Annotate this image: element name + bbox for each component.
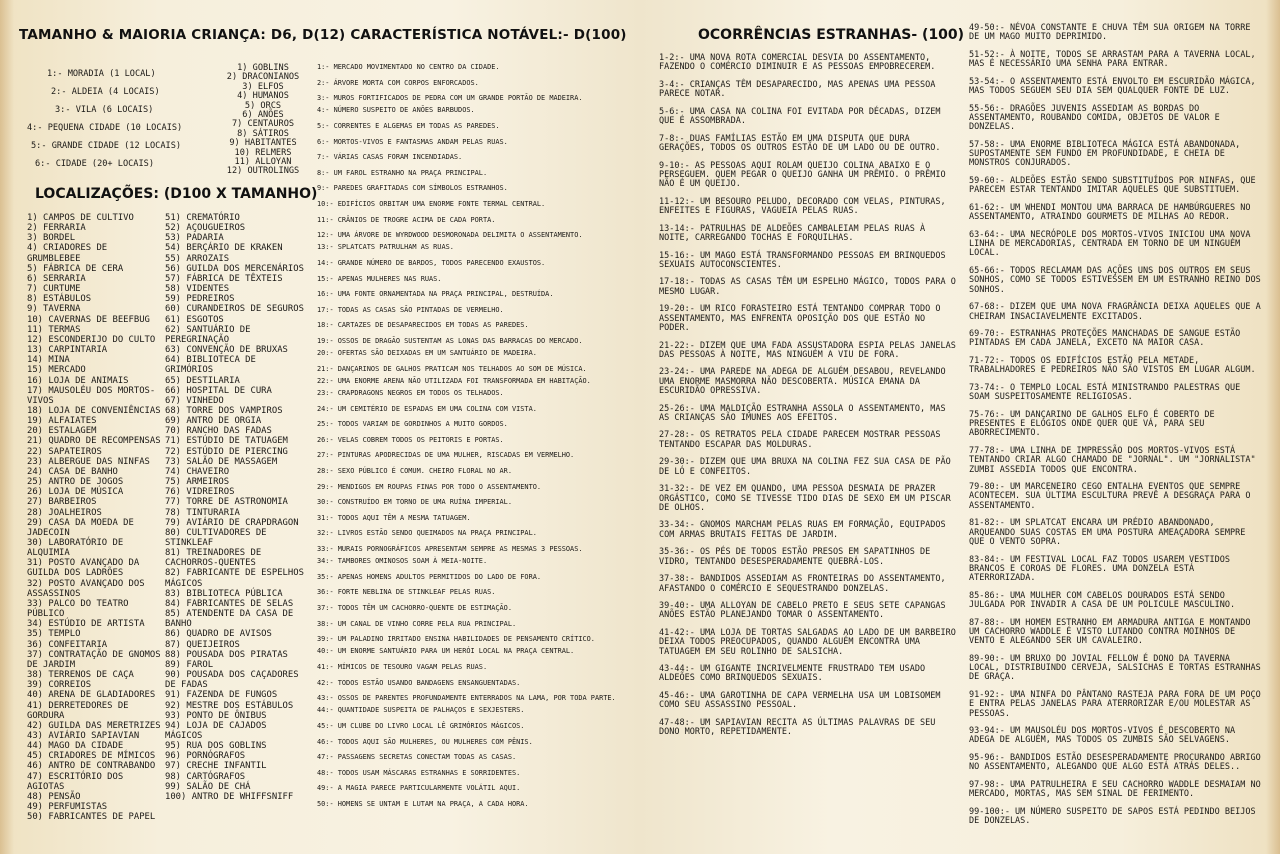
location-item: 27) BARBEIROS (27, 497, 97, 508)
majority-item: 2) DRACONIANOS (226, 72, 300, 83)
location-item: 85) ATENDENTE DA CASA DE BANHO (165, 609, 294, 630)
location-item: 66) HOSPITAL DE CURA (165, 385, 272, 396)
location-item: 51) CREMATÓRIO (165, 213, 240, 223)
location-item: 16) LOJA DE ANIMAIS (27, 375, 129, 386)
feature-item: 31:- TODOS AQUI TÊM A MESMA TATUAGEM. (317, 513, 471, 522)
majority-item: 6) ANÕES (242, 110, 284, 121)
location-item: 15) MERCADO (27, 365, 86, 376)
majority-item: 10) RELMERS (234, 147, 292, 158)
location-item: 82) FABRICANTE DE ESPELHOS MÁGICOS (165, 568, 304, 589)
feature-item: 33:- MURAIS PORNOGRÁFICOS APRESENTAM SEMPRE AS MESMAS 3 PESSOAS. (317, 545, 583, 554)
occurrence-item: 71-72:- TODOS OS EDIFÍCIOS ESTÃO PELA METADE, TRABALHADORES E PEDREIROS NÃO SÃO VISTOS EM LUGAR ALGUM. (969, 355, 1256, 376)
majority-item: 9) HABITANTES (229, 138, 297, 149)
settlement-size-item: 2:- ALDEIA (4 LOCAIS) (51, 87, 160, 97)
location-item: 65) DESTILARIA (165, 375, 240, 386)
occurrence-item: 97-98:- UMA PATRULHEIRA E SEU CACHORRO WADDLE DESMAIAM NO MERCADO, MORTAS, MAS SEM SINAL DE FERIMENTO. (969, 779, 1261, 800)
occurrence-item: 93-94:- UM MAUSOLÉU DOS MORTOS-VIVOS É DESCOBERTO NA ADEGA DE ALGUÉM, MAS TODOS OS ZUMBIS SÃO SELVAGENS. (969, 726, 1236, 746)
feature-item: 28:- SEXO PÚBLICO É COMUM. CHEIRO FLORAL NO AR. (317, 467, 512, 476)
location-item: 95) RUA DOS GOBLINS (165, 741, 267, 752)
location-item: 88) POUSADA DOS PIRATAS (165, 649, 288, 660)
occurrence-item: 99-100:- UM NÚMERO SUSPEITO DE SAPOS ESTÁ PEDINDO BEIJOS DE DONZELAS. (969, 806, 1256, 827)
feature-item: 6:- MORTOS-VIVOS E FANTASMAS ANDAM PELAS RUAS. (317, 137, 508, 146)
feature-item: 24:- UM CEMITÉRIO DE ESPADAS EM UMA COLINA COM VISTA. (317, 404, 537, 413)
feature-item: 2:- ÁRVORE MORTA COM CORPOS ENFORCADOS. (317, 78, 479, 87)
settlement-size-list (0, 0, 220, 180)
location-item: 50) FABRICANTES DE PAPEL (27, 812, 156, 823)
feature-item: 50:- HOMENS SE UNTAM E LUTAM NA PRAÇA, A CADA HORA. (317, 799, 529, 808)
occurrence-item: 81-82:- UM SPLATCAT ENCARA UM PRÉDIO ABANDONADO, ARQUEANDO SUAS COSTAS EM UMA POSTURA AMEAÇADORA SEMPRE QUE O VENTO SOPRA. (969, 518, 1246, 547)
location-item: 63) CONVENÇÃO DE BRUXAS (165, 345, 288, 356)
occurrence-item: 13-14:- PATRULHAS DE ALDEÕES CAMBALEIAM PELAS RUAS À NOITE, CARREGANDO TOCHAS E FORQUILHAS. (659, 223, 926, 243)
location-item: 19) ALFAIATES (27, 416, 97, 427)
location-item: 5) FÁBRICA DE CERA (27, 263, 124, 274)
majority-item: 12) OUTROLINGS (226, 166, 300, 177)
feature-item: 47:- PASSAGENS SECRETAS CONECTAM TODAS AS CASAS. (317, 753, 517, 762)
location-item: 31) POSTO AVANÇADO DA GUILDA DOS LADRÕES (27, 558, 140, 579)
feature-item: 35:- APENAS HOMENS ADULTOS PERMITIDOS DO LADO DE FORA. (317, 572, 542, 581)
locations-list-a (27, 213, 162, 822)
location-item: 25) ANTRO DE JOGOS (27, 477, 124, 488)
location-item: 38) TERRENOS DE CAÇA (27, 670, 134, 681)
location-item: 8) ESTÁBULOS (27, 294, 92, 305)
feature-item: 26:- VELAS COBREM TODOS OS PEITORIS E PORTAS. (317, 435, 504, 444)
occurrence-item: 29-30:- DIZEM QUE UMA BRUXA NA COLINA FEZ SUA CASA DE PÃO DE LÓ E CONFEITOS. (659, 457, 951, 477)
location-item: 76) VIDREIROS (165, 487, 235, 498)
location-item: 91) FAZENDA DE FUNGOS (165, 690, 278, 701)
location-item: 68) TORRE DOS VAMPIROS (165, 405, 283, 416)
majority-item: 1) GOBLINS (237, 63, 289, 73)
location-item: 99) SALÃO DE CHÁ (165, 781, 251, 792)
feature-item: 43:- OSSOS DE PARENTES PROFUNDAMENTE ENTERRADOS NA LAMA, POR TODA PARTE. (317, 694, 616, 703)
location-item: 34) ESTÚDIO DE ARTISTA (27, 619, 145, 630)
occurrence-item: 77-78:- UMA LINHA DE IMPRESSÃO DOS MORTOS-VIVOS ESTÁ TENTANDO CRIAR ALGO CHAMADO DE "JORNAL". UM "JORNALISTA" ZUMBI ASSEDIA TODOS QUE ENCONTRA. (969, 445, 1256, 475)
location-item: 22) SAPATEIROS (27, 446, 102, 457)
location-item: 23) ALBERGUE DAS NINFAS (27, 456, 150, 467)
occurrence-item: 63-64:- UMA NECRÓPOLE DOS MORTOS-VIVOS INICIOU UMA NOVA LINHA DE MERCADORIAS, CENTRADA EM TORNO DE UM NINGUÉM LOCAL. (969, 229, 1251, 259)
location-item: 89) FAROL (165, 659, 214, 670)
feature-list (317, 63, 617, 816)
location-item: 78) TINTURARIA (165, 507, 240, 518)
feature-item: 32:- LIVROS ESTÃO SENDO QUEIMADOS NA PRAÇA PRINCIPAL. (317, 529, 537, 538)
feature-item: 13:- SPLATCATS PATRULHAM AS RUAS. (317, 243, 454, 252)
location-item: 11) TERMAS (27, 324, 81, 335)
location-item: 12) ESCONDERIJO DO CULTO (27, 334, 156, 345)
occurrence-item: 27-28:- OS RETRATOS PELA CIDADE PARECEM MOSTRAR PESSOAS TENTANDO ESCAPAR DAS MOLDURAS. (659, 430, 941, 450)
occurrence-item: 31-32:- DE VEZ EM QUANDO, UMA PESSOA DESMAIA DE PRAZER ORGÁSTICO, COMO SE TIVESSE TIDO DIAS DE SEXO EM UM PISCAR DE OLHOS. (659, 484, 951, 513)
location-item: 64) BIBLIOTECA DE GRIMÓRIOS (165, 355, 256, 376)
location-item: 55) ARROZAIS (165, 253, 230, 264)
location-item: 33) PALCO DO TEATRO PÚBLICO (27, 598, 129, 620)
feature-item: 30:- CONSTRUÍDO EM TORNO DE UMA RUÍNA IMPERIAL. (317, 498, 512, 507)
location-item: 77) TORRE DE ASTRONOMIA (165, 497, 288, 508)
location-item: 83) BIBLIOTECA PÚBLICA (165, 588, 283, 599)
location-item: 17) MAUSOLÉU DOS MORTOS-VIVOS (27, 385, 156, 406)
location-item: 20) ESTALAGEM (27, 426, 97, 437)
location-item: 6) SERRARIA (27, 273, 86, 284)
occurrence-item: 43-44:- UM GIGANTE INCRIVELMENTE FRUSTRADO TEM USADO ALDEÕES COMO BRINQUEDOS SEXUAIS. (659, 664, 926, 684)
location-item: 74) CHAVEIRO (165, 466, 230, 477)
location-item: 47) ESCRITÓRIO DOS AGIOTAS (27, 771, 124, 792)
location-item: 28) JOALHEIROS (27, 507, 102, 518)
location-item: 72) ESTÚDIO DE PIERCING (165, 446, 288, 457)
feature-item: 27:- PINTURAS APODRECIDAS DE UMA MULHER, RISCADAS EM VERMELHO. (317, 451, 575, 460)
occurrences-heading: OCORRÊNCIAS ESTRANHAS- (100) (698, 27, 965, 43)
location-item: 52) AÇOUGUEIROS (165, 223, 246, 234)
location-item: 86) QUADRO DE AVISOS (165, 629, 272, 640)
page-title: TAMANHO & MAIORIA CRIANÇA: D6, D(12) CARACTERÍSTICA NOTÁVEL:- D(100) (19, 27, 627, 43)
location-item: 81) TREINADORES DE CACHORROS-QUENTES (165, 548, 262, 569)
occurrence-item: 79-80:- UM MARCENEIRO CEGO ENTALHA EVENTOS QUE SEMPRE ACONTECEM. SUA ÚLTIMA ESCULTURA PREVÊ A DESGRAÇA PARA O ASSENTAMENTO. (969, 482, 1251, 511)
occurrence-item: 51-52:- À NOITE, TODOS SE ARRASTAM PARA A TAVERNA LOCAL, MAS É NECESSÁRIO UMA SENHA PARA ENTRAR. (969, 49, 1256, 70)
majority-list (218, 64, 308, 177)
occurrence-item: 49-50:- NÉVOA CONSTANTE E CHUVA TÊM SUA ORIGEM NA TORRE DE UM MAGO MUITO DEPRIMIDO. (969, 23, 1251, 43)
feature-item: 40:- UM ENORME SANTUÁRIO PARA UM HERÓI LOCAL NA PRAÇA CENTRAL. (317, 647, 575, 656)
feature-item: 19:- OSSOS DE DRAGÃO SUSTENTAM AS LONAS DAS BARRACAS DO MERCADO. (317, 336, 583, 345)
majority-item: 5) ORCS (244, 100, 282, 111)
location-item: 70) RANCHO DAS FADAS (165, 426, 272, 437)
location-item: 87) QUEIJEIROS (165, 639, 240, 650)
majority-item: 11) ALLOYAN (234, 157, 292, 168)
location-item: 44) MAGO DA CIDADE (27, 741, 124, 752)
location-item: 80) CULTIVADORES DE STINKLEAF (165, 527, 267, 548)
location-item: 3) BORDEL (27, 233, 76, 244)
occurrence-list-2 (969, 24, 1265, 835)
occurrence-item: 85-86:- UMA MULHER COM CABELOS DOURADOS ESTÁ SENDO JULGADA POR INVADIR A CASA DE UM POLICULE MASCULINO. (969, 590, 1236, 610)
location-item: 36) CONFEITARIA (27, 639, 108, 650)
occurrence-item: 3-4:- CRIANÇAS TÊM DESAPARECIDO, MAS APENAS UMA PESSOA PARECE NOTAR. (659, 79, 936, 100)
feature-item: 41:- MÍMICOS DE TESOURO VAGAM PELAS RUAS. (317, 663, 488, 672)
location-item: 21) QUADRO DE RECOMPENSAS (27, 436, 161, 447)
occurrence-item: 45-46:- UMA GAROTINHA DE CAPA VERMELHA USA UM LOBISOMEM COMO SEU ASSASSINO PESSOAL. (659, 691, 941, 711)
occurrence-item: 87-88:- UM HOMEM ESTRANHO EM ARMADURA ANTIGA E MONTANDO UM CACHORRO WADDLE É VISTO LUTANDO CONTRA MOINHOS DE VENTO E ALEGANDO SER UM CAVALEIRO. (969, 617, 1251, 647)
occurrence-item: 5-6:- UMA CASA NA COLINA FOI EVITADA POR DÉCADAS, DIZEM QUE É ASSOMBRADA. (659, 106, 941, 127)
occurrence-item: 69-70:- ESTRANHAS PROTEÇÕES MANCHADAS DE SANGUE ESTÃO PINTADAS EM CADA JANELA, EXCETO NA MAIOR CASA. (969, 329, 1241, 349)
location-item: 57) FÁBRICA DE TÊXTEIS (165, 273, 283, 284)
occurrence-item: 25-26:- UMA MALDIÇÃO ESTRANHA ASSOLA O ASSENTAMENTO, MAS AS CRIANÇAS SÃO IMUNES AOS EFEITOS. (659, 403, 946, 423)
locations-heading: LOCALIZAÇÕES: (D100 X TAMANHO) (35, 186, 318, 202)
settlement-size-item: 5:- GRANDE CIDADE (12 LOCAIS) (31, 141, 182, 151)
feature-item: 46:- TODOS AQUI SÃO MULHERES, OU MULHERES COM PÊNIS. (317, 737, 533, 746)
feature-item: 7:- VÁRIAS CASAS FORAM INCENDIADAS. (317, 153, 463, 162)
occurrence-item: 53-54:- O ASSENTAMENTO ESTÁ ENVOLTO EM ESCURIDÃO MÁGICA, MAS TODOS SEGUEM SEU DIA SEM QUALQUER FONTE DE LUZ. (969, 76, 1256, 97)
location-item: 24) CASA DE BANHO (27, 466, 118, 477)
location-item: 96) PORNÓGRAFOS (165, 751, 246, 762)
location-item: 56) GUILDA DOS MERCENÁRIOS (165, 263, 304, 274)
occurrence-item: 21-22:- DIZEM QUE UMA FADA ASSUSTADORA ESPIA PELAS JANELAS DAS PESSOAS À NOITE, MAS NINGUÉM A VIU DE FORA. (659, 340, 956, 360)
location-item: 39) CORREIOS (27, 680, 92, 691)
settlement-size-item: 1:- MORADIA (1 LOCAL) (47, 69, 156, 79)
feature-item: 1:- MERCADO MOVIMENTADO NO CENTRO DA CIDADE. (317, 63, 500, 71)
location-item: 97) CRECHE INFANTIL (165, 761, 267, 772)
location-item: 42) GUILDA DAS MERETRIZES (27, 720, 161, 731)
right-page (640, 0, 1280, 854)
location-item: 67) VINHEDO (165, 395, 224, 406)
occurrence-item: 41-42:- UMA LOJA DE TORTAS SALGADAS AO LADO DE UM BARBEIRO DEIXA TODOS PREOCUPADOS, QUANDO ALGUÉM ENCONTRA UMA TATUAGEM EM SEU ROLINHO DE SALSICHA. (659, 628, 956, 657)
location-item: 71) ESTÚDIO DE TATUAGEM (165, 436, 288, 447)
location-item: 54) BERÇÁRIO DE KRAKEN (165, 243, 283, 254)
location-item: 49) PERFUMISTAS (27, 802, 108, 813)
location-item: 62) SANTUÁRIO DE PEREGRINAÇÃO (165, 324, 251, 345)
location-item: 53) PADARIA (165, 233, 224, 244)
location-item: 100) ANTRO DE WHIFFSNIFF (165, 791, 294, 802)
feature-item: 17:- TODAS AS CASAS SÃO PINTADAS DE VERMELHO. (317, 305, 504, 314)
location-item: 10) CAVERNAS DE BEEFBUG (27, 314, 150, 325)
location-item: 14) MINA (27, 355, 70, 366)
feature-item: 9:- PAREDES GRAFITADAS COM SÍMBOLOS ESTRANHOS. (317, 184, 508, 193)
feature-item: 42:- TODOS ESTÃO USANDO BANDAGENS ENSANGUENTADAS. (317, 678, 521, 687)
feature-item: 48:- TODOS USAM MÁSCARAS ESTRANHAS E SORRIDENTES. (317, 768, 521, 777)
location-item: 59) PEDREIROS (165, 294, 235, 305)
location-item: 35) TEMPLO (27, 629, 81, 640)
location-item: 73) SALÃO DE MASSAGEM (165, 456, 278, 467)
occurrence-item: 9-10:- AS PESSOAS AQUI ROLAM QUEIJO COLINA ABAIXO E O PERSEGUEM. QUEM PEGAR O QUEIJO GANHA UM PRÊMIO. O PRÊMIO NÃO É UM QUEIJO. (659, 160, 946, 190)
location-item: 37) CONTRATAÇÃO DE GNOMOS DE JARDIM (27, 649, 161, 670)
occurrence-item: 67-68:- DIZEM QUE UMA NOVA FRAGRÂNCIA DEIXA AQUELES QUE A CHEIRAM INSACIAVELMENTE EXCITADOS. (969, 302, 1261, 322)
occurrence-item: 15-16:- UM MAGO ESTÁ TRANSFORMANDO PESSOAS EM BRINQUEDOS SEXUAIS AUTOCONSCIENTES. (659, 250, 946, 270)
feature-item: 25:- TODOS VARIAM DE GORDINHOS A MUITO GORDOS. (317, 420, 508, 429)
feature-item: 18:- CARTAZES DE DESAPARECIDOS EM TODAS AS PAREDES. (317, 321, 529, 330)
location-item: 98) CARTÓGRAFOS (165, 771, 246, 782)
location-item: 26) LOJA DE MÚSICA (27, 487, 124, 498)
settlement-size-item: 6:- CIDADE (20+ LOCAIS) (35, 159, 154, 169)
feature-item: 23:- CRAPDRAGONS NEGROS EM TODOS OS TELHADOS. (317, 389, 504, 398)
feature-item: 39:- UM PALADINO IRRITADO ENSINA HABILIDADES DE PENSAMENTO CRÍTICO. (317, 635, 595, 644)
majority-item: 3) ELFOS (242, 81, 284, 92)
location-item: 94) LOJA DE CAJADOS MÁGICOS (165, 720, 267, 741)
location-item: 13) CARPINTARIA (27, 345, 108, 356)
location-item: 58) VIDENTES (165, 284, 230, 295)
settlement-size-item: 3:- VILA (6 LOCAIS) (55, 105, 154, 115)
occurrence-item: 37-38:- BANDIDOS ASSEDIAM AS FRONTEIRAS DO ASSENTAMENTO, AFASTANDO O COMÉRCIO E SEQUESTRANDO DONZELAS. (659, 574, 946, 594)
location-item: 60) CURANDEIROS DE SEGUROS (165, 304, 304, 315)
feature-item: 4:- NÚMERO SUSPEITO DE ANÕES BARBUDOS. (317, 106, 475, 115)
occurrence-item: 1-2:- UMA NOVA ROTA COMERCIAL DESVIA DO ASSENTAMENTO, FAZENDO O COMÉRCIO DIMINUIR E AS PESSOAS EMPOBRECEREM. (659, 53, 936, 73)
feature-item: 45:- UM CLUBE DO LIVRO LOCAL LÊ GRIMÓRIOS MÁGICOS. (317, 722, 525, 730)
occurrence-item: 61-62:- UM WHENDI MONTOU UMA BARRACA DE HAMBÚRGUERES NO ASSENTAMENTO, ATRAINDO GOURMETS DE MILHAS AO REDOR. (969, 202, 1251, 223)
location-item: 84) FABRICANTES DE SELAS (165, 598, 294, 609)
location-item: 46) ANTRO DE CONTRABANDO (27, 761, 156, 772)
location-item: 4) CRIADORES DE GRUMBLEBEE (27, 243, 108, 264)
occurrence-item: 19-20:- UM RICO FORASTEIRO ESTÁ TENTANDO COMPRAR TODO O ASSENTAMENTO, MAS ENFRENTA OPOSIÇÃO DOS QUE ESTÃO NO PODER. (659, 304, 941, 333)
majority-item: 8) SÁTIROS (237, 128, 289, 139)
occurrence-item: 89-90:- UM BRUXO DO JOVIAL FELLOW É DONO DA TAVERNA LOCAL, DISTRIBUINDO CERVEJA, SALSICHAS E TORTAS ESTRANHAS DE GRAÇA. (969, 653, 1261, 683)
feature-item: 3:- MUROS FORTIFICADOS DE PEDRA COM UM GRANDE PORTÃO DE MADEIRA. (317, 94, 583, 103)
location-item: 29) CASA DA MOEDA DE JADECOIN (27, 517, 134, 538)
feature-item: 44:- QUANTIDADE SUSPEITA DE PALHAÇOS E SEXJESTERS. (317, 706, 525, 715)
feature-item: 36:- FORTE NEBLINA DE STINKLEAF PELAS RUAS. (317, 588, 496, 597)
location-item: 9) TAVERNA (27, 304, 81, 315)
location-item: 7) CURTUME (27, 284, 81, 295)
occurrence-item: 33-34:- GNOMOS MARCHAM PELAS RUAS EM FORMAÇÃO, EQUIPADOS COM ARMAS BRUTAIS FEITAS DE JARDIM. (659, 520, 946, 540)
feature-item: 49:- A MAGIA PARECE PARTICULARMENTE VOLÁTIL AQUI. (317, 784, 521, 793)
location-item: 18) LOJA DE CONVENIÊNCIAS (27, 405, 161, 416)
feature-item: 22:- UMA ENORME ARENA NÃO UTILIZADA FOI TRANSFORMADA EM HABITAÇÃO. (317, 376, 591, 385)
feature-item: 16:- UMA FONTE ORNAMENTADA NA PRAÇA PRINCIPAL, DESTRUÍDA. (317, 290, 554, 299)
location-item: 69) ANTRO DE ORGIA (165, 416, 262, 427)
occurrence-item: 39-40:- UMA ALLOYAN DE CABELO PRETO E SEUS SETE CAPANGAS ANÕES ESTÃO PLANEJANDO TOMAR O ASSENTAMENTO. (659, 601, 946, 621)
location-item: 61) ESGOTOS (165, 314, 224, 325)
location-item: 41) DERRETEDORES DE GORDURA (27, 700, 129, 721)
location-item: 32) POSTO AVANÇADO DOS ASSASSINOS (27, 578, 145, 599)
occurrence-item: 83-84:- UM FESTIVAL LOCAL FAZ TODOS USAREM VESTIDOS BRANCOS E COROAS DE FLORES. UMA DONZELA ESTÁ ATERRORIZADA. (969, 554, 1230, 584)
feature-item: 20:- OFERTAS SÃO DEIXADAS EM UM SANTUÁRIO DE MADEIRA. (317, 349, 537, 358)
occurrence-item: 75-76:- UM DANÇARINO DE GALHOS ELFO É COBERTO DE PRESENTES E ELOGIOS ONDE QUER QUE VÁ, PARA SEU ABORRECIMENTO. (969, 409, 1215, 439)
occurrence-item: 47-48:- UM SAPIAVIAN RECITA AS ÚLTIMAS PALAVRAS DE SEU DONO MORTO, REPETIDAMENTE. (659, 717, 936, 738)
location-item: 1) CAMPOS DE CULTIVO (27, 213, 134, 223)
occurrence-item: 55-56:- DRAGÕES JUVENIS ASSEDIAM AS BORDAS DO ASSENTAMENTO, ROUBANDO COMIDA, OBJETOS DE VALOR E DONZELAS. (969, 103, 1220, 133)
occurrence-item: 91-92:- UMA NINFA DO PÂNTANO RASTEJA PARA FORA DE UM POÇO E ENTRA PELAS JANELAS PARA ATERRORIZAR E/OU MOLESTAR AS PESSOAS. (969, 689, 1261, 719)
occurrence-item: 59-60:- ALDEÕES ESTÃO SENDO SUBSTITUÍDOS POR NINFAS, QUE PARECEM ESTAR TENTANDO IMITAR AQUELES QUE SUBSTITUEM. (969, 176, 1256, 196)
feature-item: 38:- UM CANAL DE VINHO CORRE PELA RUA PRINCIPAL. (317, 619, 517, 628)
feature-item: 29:- MENDIGOS EM ROUPAS FINAS POR TODO O ASSENTAMENTO. (317, 482, 542, 491)
feature-item: 34:- TAMBORES OMINOSOS SOAM À MEIA-NOITE. (317, 557, 488, 566)
majority-item: 4) HUMANOS (237, 91, 289, 102)
location-item: 43) AVIÁRIO SAPIAVIAN (27, 730, 140, 741)
occurrence-item: 7-8:- DUAS FAMÍLIAS ESTÃO EM UMA DISPUTA QUE DURA GERAÇÕES, TODOS OS OUTROS ESTÃO DE UM LADO OU DE OUTRO. (659, 133, 941, 153)
occurrence-item: 23-24:- UMA PAREDE NA ADEGA DE ALGUÉM DESABOU, REVELANDO UMA ENORME MASMORRA NÃO DESCOBERTA. MÚSICA EMANA DA ESCURIDÃO OPRESSIVA. (659, 367, 946, 396)
location-item: 2) FERRARIA (27, 223, 86, 234)
feature-item: 5:- CORRENTES E ALGEMAS EM TODAS AS PAREDES. (317, 121, 500, 130)
location-item: 93) PONTO DE ÔNIBUS (165, 710, 267, 721)
location-item: 30) LABORATÓRIO DE ALQUIMIA (27, 538, 124, 559)
location-item: 48) PENSÃO (27, 791, 81, 802)
location-item: 75) ARMEIROS (165, 477, 230, 488)
feature-item: 15:- APENAS MULHERES NAS RUAS. (317, 274, 442, 283)
location-item: 79) AVIÁRIO DE CRAPDRAGON (165, 517, 299, 528)
occurrence-item: 17-18:- TODAS AS CASAS TÊM UM ESPELHO MÁGICO, TODOS PARA O MESMO LUGAR. (659, 277, 956, 297)
feature-item: 8:- UM FAROL ESTRANHO NA PRAÇA PRINCIPAL. (317, 168, 488, 177)
occurrence-item: 95-96:- BANDIDOS ESTÃO DESESPERADAMENTE PROCURANDO ABRIGO NO ASSENTAMENTO, ALEGANDO QUE ALGO ESTÁ ATRÁS DELES.. (969, 753, 1261, 773)
occurrence-item: 57-58:- UMA ENORME BIBLIOTECA MÁGICA ESTÁ ABANDONADA, SUPOSTAMENTE SEM FUNDO EM PROFUNDIDADE, E CHEIA DE MONSTROS CONJURADOS. (969, 139, 1241, 169)
feature-item: 14:- GRANDE NÚMERO DE BARDOS, TODOS PARECENDO EXAUSTOS. (317, 258, 546, 267)
location-item: 40) ARENA DE GLADIADORES (27, 690, 156, 701)
occurrence-item: 73-74:- O TEMPLO LOCAL ESTÁ MINISTRANDO PALESTRAS QUE SOAM SUSPEITOSAMENTE RELIGIOSAS. (969, 382, 1241, 403)
locations-list-b (165, 213, 309, 802)
location-item: 90) POUSADA DOS CAÇADORES DE FADAS (165, 670, 299, 691)
location-item: 92) MESTRE DOS ESTÁBULOS (165, 700, 294, 711)
feature-item: 21:- DANÇARINOS DE GALHOS PRATICAM NOS TELHADOS AO SOM DE MÚSICA. (317, 364, 587, 373)
occurrence-list-1 (659, 54, 956, 746)
feature-item: 11:- CRÂNIOS DE TROGRE ACIMA DE CADA PORTA. (317, 215, 496, 224)
occurrence-item: 65-66:- TODOS RECLAMAM DAS AÇÕES UNS DOS OUTROS EM SEUS SONHOS, COMO SE TODOS ESTIVESSEM EM UM ESTRANHO REINO DOS SONHOS. (969, 266, 1261, 295)
location-item: 45) CRIADORES DE MÍMICOS (27, 751, 156, 762)
settlement-size-item: 4:- PEQUENA CIDADE (10 LOCAIS) (27, 123, 183, 133)
occurrence-item: 35-36:- OS PÉS DE TODOS ESTÃO PRESOS EM SAPATINHOS DE VIDRO, TENTANDO DESESPERADAMENTE QUEBRÁ-LOS. (659, 547, 931, 567)
feature-item: 12:- UMA ÁRVORE DE WYRDWOOD DESMORONADA DELIMITA O ASSENTAMENTO. (317, 231, 583, 240)
feature-item: 10:- EDIFÍCIOS ORBITAM UMA ENORME FONTE TERMAL CENTRAL. (317, 199, 546, 208)
feature-item: 37:- TODOS TÊM UM CACHORRO-QUENTE DE ESTIMAÇÃO. (317, 604, 512, 613)
majority-item: 7) CENTAUROS (231, 119, 295, 130)
occurrence-item: 11-12:- UM BESOURO PELUDO, DECORADO COM VELAS, PINTURAS, ENFEITES E FIGURAS, VAGUEIA PELAS RUAS. (659, 196, 946, 217)
page-edge-shadow (1266, 0, 1280, 854)
